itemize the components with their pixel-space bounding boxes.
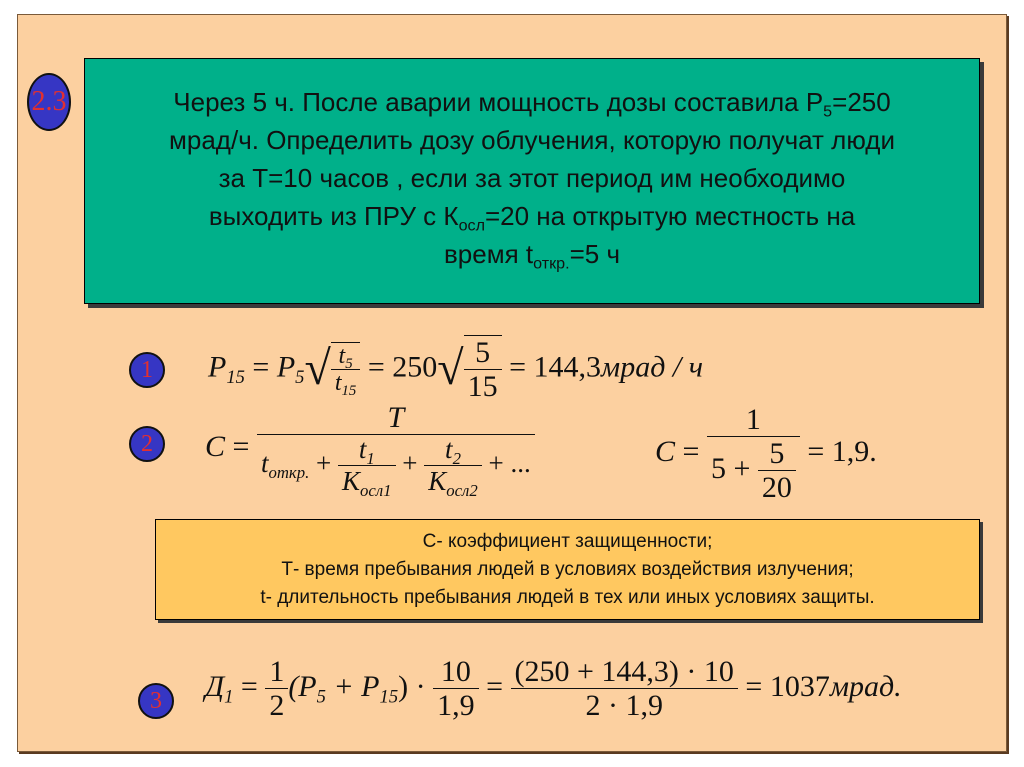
step-3-badge: 3 — [138, 683, 174, 719]
formula-2: C = T $t_{откр.}$ + $\frac{t_1}{K_{осл1}}$ + $\frac{t_2}{K_{осл2}}$ + ... — [205, 401, 535, 497]
task-line-3: за Т=10 часов , если за этот период им необходимо — [218, 163, 846, 193]
task-line-1: Через 5 ч. После аварии мощность дозы составила $Р_5=250$ — [173, 87, 891, 121]
step-2-badge: 2 — [129, 426, 165, 462]
legend-line-3: t- длительность пребывания людей в тех или иных условиях защиты. — [260, 587, 875, 608]
legend-box — [155, 519, 980, 620]
radical-icon: √ — [437, 341, 464, 395]
radical-icon: √ — [304, 341, 331, 395]
legend-line-2: Т- время пребывания людей в условиях воздействия излучения; — [281, 559, 854, 580]
task-statement-box — [84, 58, 980, 304]
formula-2-numeric: C = 1 5 + $\frac{5}{20}$ = 1,9. — [655, 403, 877, 504]
task-number-badge: 2.3 — [27, 73, 71, 131]
task-line-5: время $t_{откр.}=5$ ч — [443, 239, 621, 273]
formula-1: $P_{15} = P_5√$ $\frac{t_5}{t_{15}}$ = 250√ $\frac{5}{15}$ = 144,3мрад / ч — [208, 336, 704, 403]
step-1-badge: 1 — [129, 352, 165, 388]
formula-3: $Д_1$ = $\frac{1}{2}$ $(P_5 + P_{15})$ · $\frac{10}{1,9}$ = $\frac{(250 + 144,3) \cdot 10}{2 \cdot 1,9}$ = 1037мрад. — [205, 655, 902, 722]
task-line-4: выходить из ПРУ с $К_{осл}=20$ на открытую местность на — [208, 201, 856, 235]
task-line-2: мрад/ч. Определить дозу облучения, которую получат люди — [169, 125, 895, 155]
legend-line-1: С- коэффициент защищенности; — [422, 531, 713, 552]
